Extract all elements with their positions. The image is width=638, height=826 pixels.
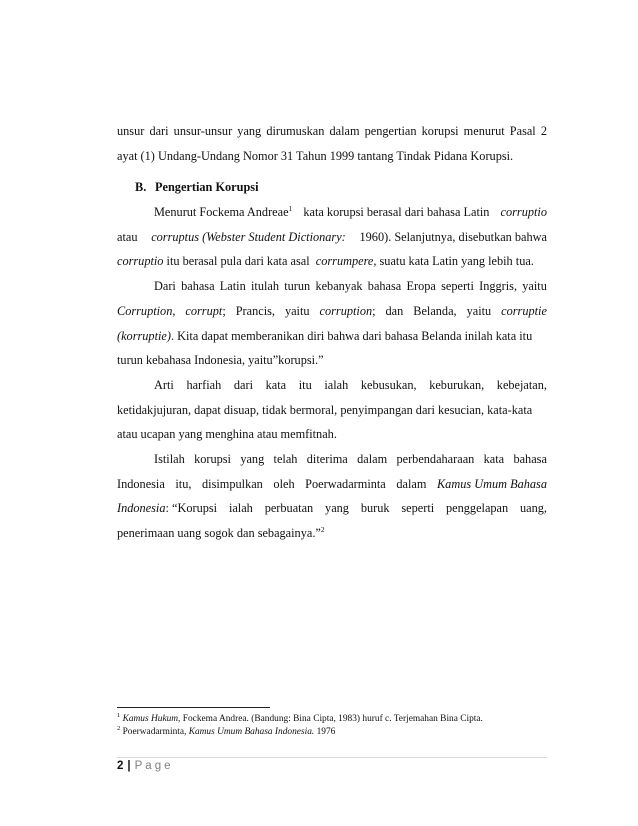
word: keburukan, xyxy=(429,377,485,392)
word: disimpulkan xyxy=(202,476,263,491)
italic-term: Kamus Umum Bahasa xyxy=(436,476,547,491)
text-run: penerimaan uang sogok dan sebagainya.” xyxy=(117,526,321,541)
p4-line-2 xyxy=(117,472,547,497)
intro-line-2: ayat (1) Undang-Undang Nomor 31 Tahun 1999 tantang Tindak Pidana Korupsi. xyxy=(117,148,514,163)
page-footer xyxy=(117,760,173,772)
word: unsur xyxy=(117,124,145,138)
word: yaitu xyxy=(284,303,310,318)
word: yang xyxy=(240,452,265,467)
text-run: , suatu kata Latin yang lebih tua. xyxy=(373,254,534,269)
word: diterima xyxy=(306,452,348,467)
p2-line-2 xyxy=(117,299,547,324)
word: Latin xyxy=(219,279,246,294)
text-run: Menurut Fockema Andreae xyxy=(154,205,289,219)
p1-line-2 xyxy=(117,225,547,250)
p2-line-4: turun kebahasa Indonesia, yaitu”korupsi.” xyxy=(117,353,324,368)
word: dari xyxy=(149,124,169,138)
footnote-separator xyxy=(117,707,270,708)
page-label: Page xyxy=(134,760,174,772)
word: bahasa xyxy=(367,279,402,294)
word: dari xyxy=(233,377,254,392)
text-run: 1960). Selanjutnya, disebutkan bahwa xyxy=(359,229,547,244)
italic-term: Indonesia xyxy=(117,501,166,516)
word: Inggris, xyxy=(479,279,518,294)
word: dalam xyxy=(396,476,427,491)
word: seperti xyxy=(401,501,435,516)
p1-text xyxy=(154,200,292,225)
footnote-text: Fockema Andrea. (Bandung: Bina Cipta, 1983) huruf c. Terjemahan Bina Cipta. xyxy=(180,714,483,724)
word: Belanda, xyxy=(413,303,457,318)
footnote-2 xyxy=(117,726,335,738)
word: ; xyxy=(372,303,376,318)
p2-line-3 xyxy=(117,324,547,349)
word-group xyxy=(185,299,225,324)
italic-term: Corruption, xyxy=(117,303,176,318)
italic-term: corruptie xyxy=(501,303,547,318)
p2-line-1 xyxy=(117,274,547,299)
section-title: Pengertian Korupsi xyxy=(155,180,259,194)
word: Dari xyxy=(154,279,176,294)
word: seperti xyxy=(441,279,474,294)
footer-separator xyxy=(117,757,547,758)
word: itu xyxy=(298,377,312,392)
section-heading xyxy=(135,180,259,195)
word: ialah xyxy=(228,501,253,516)
italic-term: (korruptie) xyxy=(117,328,171,343)
word: Poerwadarminta xyxy=(305,476,386,491)
word: Prancis, xyxy=(235,303,275,318)
word: dalam xyxy=(329,124,360,138)
italic-term: corruption xyxy=(319,303,373,318)
p3-line-2: ketidakjujuran, dapat disuap, tidak bermoral, penyimpangan dari kesucian, kata-kata xyxy=(117,402,533,417)
footnote-1 xyxy=(117,713,483,725)
word: Arti xyxy=(154,377,174,392)
word: dan xyxy=(385,303,404,318)
text-run: . Kita dapat memberanikan diri bahwa dari bahasa Belanda inilah kata itu xyxy=(170,328,533,343)
footnote-text: 1976 xyxy=(314,727,336,737)
word: kata xyxy=(265,377,287,392)
word: buruk xyxy=(360,501,390,516)
section-letter: B. xyxy=(135,180,147,194)
word: kata xyxy=(483,452,505,467)
footer-divider: | xyxy=(127,760,131,772)
word: unsur-unsur xyxy=(173,124,233,138)
word: ialah xyxy=(324,377,349,392)
word: menurut xyxy=(463,124,505,138)
page-number: 2 xyxy=(117,760,124,772)
text-run: atau xyxy=(117,229,138,244)
footnote-ref-1: 1 xyxy=(288,204,293,213)
footnote-number: 2 xyxy=(117,725,121,732)
footnote-text: Poerwadarminta, xyxy=(120,727,189,737)
word: kebusukan, xyxy=(360,377,417,392)
word: Istilah xyxy=(154,452,185,467)
p4-line-3 xyxy=(117,496,547,521)
p4-line-1 xyxy=(117,447,547,472)
word: Pasal xyxy=(509,124,536,138)
word: yang xyxy=(325,501,349,516)
word: 2 xyxy=(540,124,547,138)
word: dirumuskan xyxy=(266,124,325,138)
footnote-number: 1 xyxy=(117,712,121,719)
section-body xyxy=(117,200,547,546)
word: perbendaharaan xyxy=(396,452,475,467)
p1-line-1 xyxy=(117,200,547,225)
p3-line-3: atau ucapan yang menghina atau memfitnah. xyxy=(117,427,337,442)
word: telah xyxy=(273,452,298,467)
italic-term: corrumpere xyxy=(315,254,374,269)
word: itu, xyxy=(175,476,192,491)
p1-line-3 xyxy=(117,249,547,274)
footnote-italic: Kamus Umum Bahasa Indonesia. xyxy=(188,727,315,737)
word: yang xyxy=(237,124,262,138)
word: yaitu xyxy=(522,279,547,294)
word: yaitu xyxy=(466,303,492,318)
word: : “Korupsi xyxy=(165,501,218,516)
word: itulah xyxy=(250,279,279,294)
footnote-italic: Kamus Hukum, xyxy=(122,714,181,724)
italic-term: corrupt xyxy=(185,303,223,318)
word: dalam xyxy=(357,452,388,467)
intro-line-1 xyxy=(117,119,547,144)
word-group xyxy=(320,299,376,324)
italic-term: corruptio xyxy=(500,205,547,219)
text-run: itu berasal pula dari kata asal xyxy=(166,254,310,269)
word: Eropa xyxy=(406,279,436,294)
word: korupsi xyxy=(421,124,459,138)
word: kebejatan, xyxy=(496,377,547,392)
p4-line-4 xyxy=(117,521,547,546)
word-group xyxy=(117,496,217,521)
word: harfiah xyxy=(186,377,222,392)
p3-line-1 xyxy=(117,373,547,398)
word: bahasa xyxy=(181,279,215,294)
word: perbuatan xyxy=(264,501,314,516)
word: penggelapan xyxy=(446,501,509,516)
word: ; xyxy=(222,303,226,318)
word: pengertian xyxy=(364,124,417,138)
word: kebanyak xyxy=(315,279,363,294)
footnote-ref-2: 2 xyxy=(320,525,325,535)
word: oleh xyxy=(273,476,295,491)
text-run: kata korupsi berasal dari bahasa Latin xyxy=(303,205,490,219)
word: bahasa xyxy=(513,452,547,467)
word: Indonesia xyxy=(117,476,165,491)
word: uang, xyxy=(520,501,547,516)
word: turun xyxy=(284,279,311,294)
word: korupsi xyxy=(194,452,231,467)
italic-term: corruptus (Webster Student Dictionary: xyxy=(151,229,346,244)
italic-term: corruptio xyxy=(117,254,164,269)
intro-text xyxy=(117,119,547,168)
